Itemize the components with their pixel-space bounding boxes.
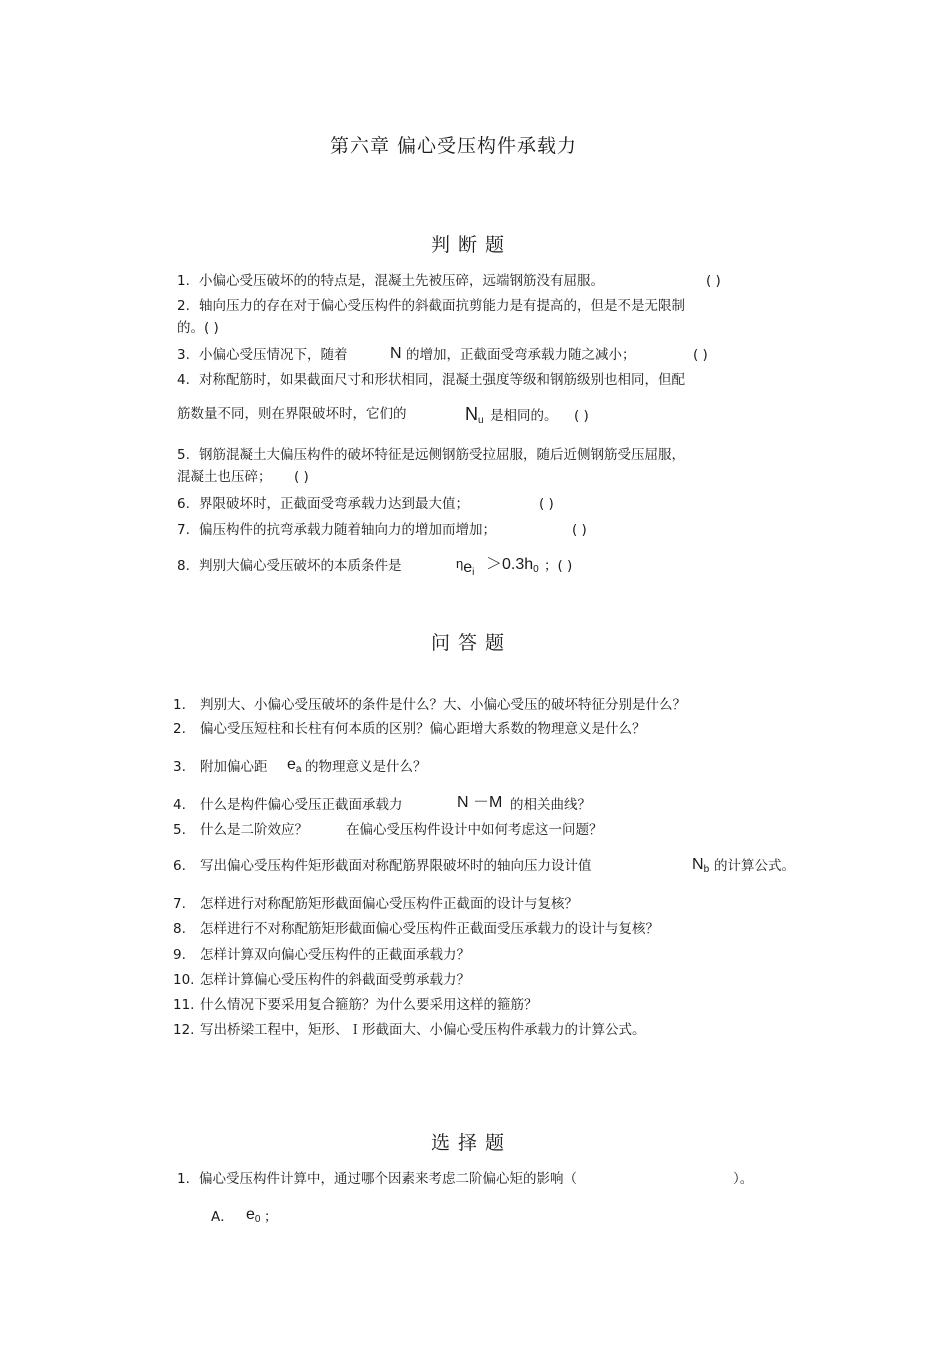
item-text: 什么是构件偏心受压正截面承载力: [200, 797, 403, 813]
answer-paren[interactable]: ( ): [706, 273, 721, 289]
item-text: 写出桥梁工程中，矩形、Ｉ形截面大、小偏心受压构件承载力的计算公式。: [200, 1022, 646, 1038]
item-text: 怎样进行不对称配筋矩形截面偏心受压构件正截面受压承载力的设计与复核？: [200, 921, 659, 937]
item-text-cont: 的增加，正截面受弯承载力随之减小；: [406, 347, 636, 363]
judge-item-5: [177, 446, 685, 464]
subscript: 0: [254, 1214, 261, 1225]
item-number: 1.: [173, 697, 186, 713]
item-text: 偏心受压短柱和长柱有何本质的区别？偏心距增大系数的物理意义是什么？: [200, 721, 646, 737]
judge-item-4-cont: 筋数量不同，则在界限破坏时，它们的: [177, 406, 407, 422]
item-number: 6.: [177, 496, 190, 512]
qa-item-3: [173, 758, 268, 776]
qa-item-9: [173, 946, 470, 964]
symbol: N: [692, 856, 704, 873]
item-text: 偏压构件的抗弯承载力随着轴向力的增加而增加；: [199, 522, 496, 538]
e-symbol: e: [463, 559, 473, 576]
item-text-cont: 的相关曲线？: [510, 797, 591, 813]
item-number: 4.: [177, 372, 190, 388]
qa-item-1: [173, 696, 686, 714]
item-number: 3.: [177, 347, 190, 363]
judge-item-3: [177, 346, 348, 364]
item-text-cont: 是相同的。: [490, 408, 558, 424]
item-number: 11.: [173, 997, 195, 1013]
item-number: 8.: [173, 921, 186, 937]
symbol-Nu: [465, 405, 484, 430]
symbol: e: [287, 756, 296, 773]
symbol-Nb: [692, 856, 709, 879]
qa-item-5: [173, 821, 308, 839]
answer-paren[interactable]: ( ): [539, 496, 554, 512]
page-title: 第六章 偏心受压构件承载力: [330, 135, 578, 157]
qa-item-10: [173, 971, 470, 989]
symbol-e0: [246, 1206, 260, 1229]
item-text: 什么情况下要采用复合箍筋？为什么要采用这样的箍筋？: [200, 997, 538, 1013]
answer-blank-close[interactable]: ）。: [733, 1171, 754, 1187]
item-text: 钢筋混凝土大偏压构件的破坏特征是远侧钢筋受拉屈服，随后近侧钢筋受压屈服，: [199, 447, 685, 463]
item-number: 6.: [173, 858, 186, 874]
item-text: 怎样计算偏心受压构件的斜截面受剪承载力？: [200, 972, 470, 988]
option-tail: ；: [264, 1209, 278, 1225]
item-text-cont: 在偏心受压构件设计中如何考虑这一问题？: [346, 822, 603, 838]
answer-paren[interactable]: ( ): [574, 408, 589, 424]
item-text: 怎样计算双向偏心受压构件的正截面承载力？: [200, 947, 470, 963]
qa-item-11: [173, 996, 538, 1014]
item-number: 2.: [177, 298, 190, 314]
subscript: a: [295, 764, 302, 775]
answer-paren[interactable]: ( ): [572, 522, 587, 538]
judge-item-4: [177, 371, 685, 389]
item-number: 1.: [177, 273, 190, 289]
judge-item-1: [177, 272, 604, 290]
item-text: 界限破坏时，正截面受弯承载力达到最大值；: [199, 496, 469, 512]
item-text: 判别大、小偏心受压破坏的条件是什么？大、小偏心受压的破坏特征分别是什么？: [200, 697, 686, 713]
judge-item-8: [177, 557, 402, 575]
item-number: 5.: [173, 822, 186, 838]
answer-paren[interactable]: ( ): [693, 347, 708, 363]
item-text-cont: 的计算公式。: [714, 858, 795, 874]
judge-item-5-cont: 混凝土也压碎；: [177, 469, 272, 485]
answer-paren[interactable]: ；( ): [544, 558, 573, 574]
section-heading-qa: 问答题: [431, 632, 513, 654]
item-text: 怎样进行对称配筋矩形截面偏心受压构件正截面的设计与复核？: [200, 896, 578, 912]
item-number: 9.: [173, 947, 186, 963]
subscript: u: [478, 415, 484, 426]
symbol: e: [246, 1206, 255, 1223]
item-text: 附加偏心距: [200, 759, 268, 775]
symbol-N: N: [390, 345, 402, 362]
option-label: A．: [211, 1209, 234, 1225]
item-text: 对称配筋时，如果截面尺寸和形状相同，混凝土强度等级和钢筋级别也相同，但配: [199, 372, 685, 388]
item-number: 1.: [177, 1171, 190, 1187]
item-number: 12.: [173, 1022, 195, 1038]
symbol: N: [465, 404, 478, 424]
answer-paren[interactable]: ( ): [294, 469, 309, 485]
item-number: 8.: [177, 558, 190, 574]
relation: ＞0.3h: [486, 556, 534, 573]
item-number: 10.: [173, 972, 195, 988]
judge-item-6: [177, 495, 469, 513]
item-text-cont: 的物理意义是什么？: [305, 759, 427, 775]
item-number: 2.: [173, 721, 186, 737]
item-number: 5.: [177, 447, 190, 463]
item-text: 偏心受压构件计算中，通过哪个因素来考虑二阶偏心矩的影响（: [199, 1171, 577, 1187]
formula-eta-ei: [456, 555, 474, 582]
qa-item-7: [173, 895, 578, 913]
symbol-ea: [287, 756, 301, 779]
formula-condition: [486, 556, 539, 579]
subscript: i: [472, 567, 475, 578]
item-number: 4.: [173, 797, 186, 813]
subscript: 0: [533, 564, 539, 575]
choice-item-1: [177, 1170, 577, 1188]
choice-option-a[interactable]: [211, 1208, 234, 1226]
item-text: 小偏心受压破坏的的特点是，混凝土先被压碎，远端钢筋没有屈服。: [199, 273, 604, 289]
item-text: 什么是二阶效应？: [200, 822, 308, 838]
qa-item-4: [173, 796, 403, 814]
item-text: 轴向压力的存在对于偏心受压构件的斜截面抗剪能力是有提高的，但是不是无限制: [199, 298, 685, 314]
item-number: 7.: [177, 522, 190, 538]
qa-item-6: [173, 857, 592, 875]
subscript: b: [703, 864, 710, 875]
section-heading-choice: 选择题: [431, 1132, 513, 1154]
qa-item-12: [173, 1021, 646, 1039]
qa-item-2: [173, 720, 646, 738]
item-text: 写出偏心受压构件矩形截面对称配筋界限破坏时的轴向压力设计值: [200, 858, 592, 874]
judge-item-2-cont: 的。( ): [177, 320, 219, 336]
eta-symbol: η: [456, 556, 464, 571]
qa-item-8: [173, 920, 659, 938]
item-number: 3.: [173, 759, 186, 775]
symbol-N-M: N －M: [457, 794, 503, 811]
item-text: 判别大偏心受压破坏的本质条件是: [199, 558, 402, 574]
item-number: 7.: [173, 896, 186, 912]
judge-item-2: [177, 297, 685, 315]
judge-item-7: [177, 521, 496, 539]
item-text: 小偏心受压情况下，随着: [199, 347, 348, 363]
section-heading-judge: 判断题: [431, 234, 513, 256]
